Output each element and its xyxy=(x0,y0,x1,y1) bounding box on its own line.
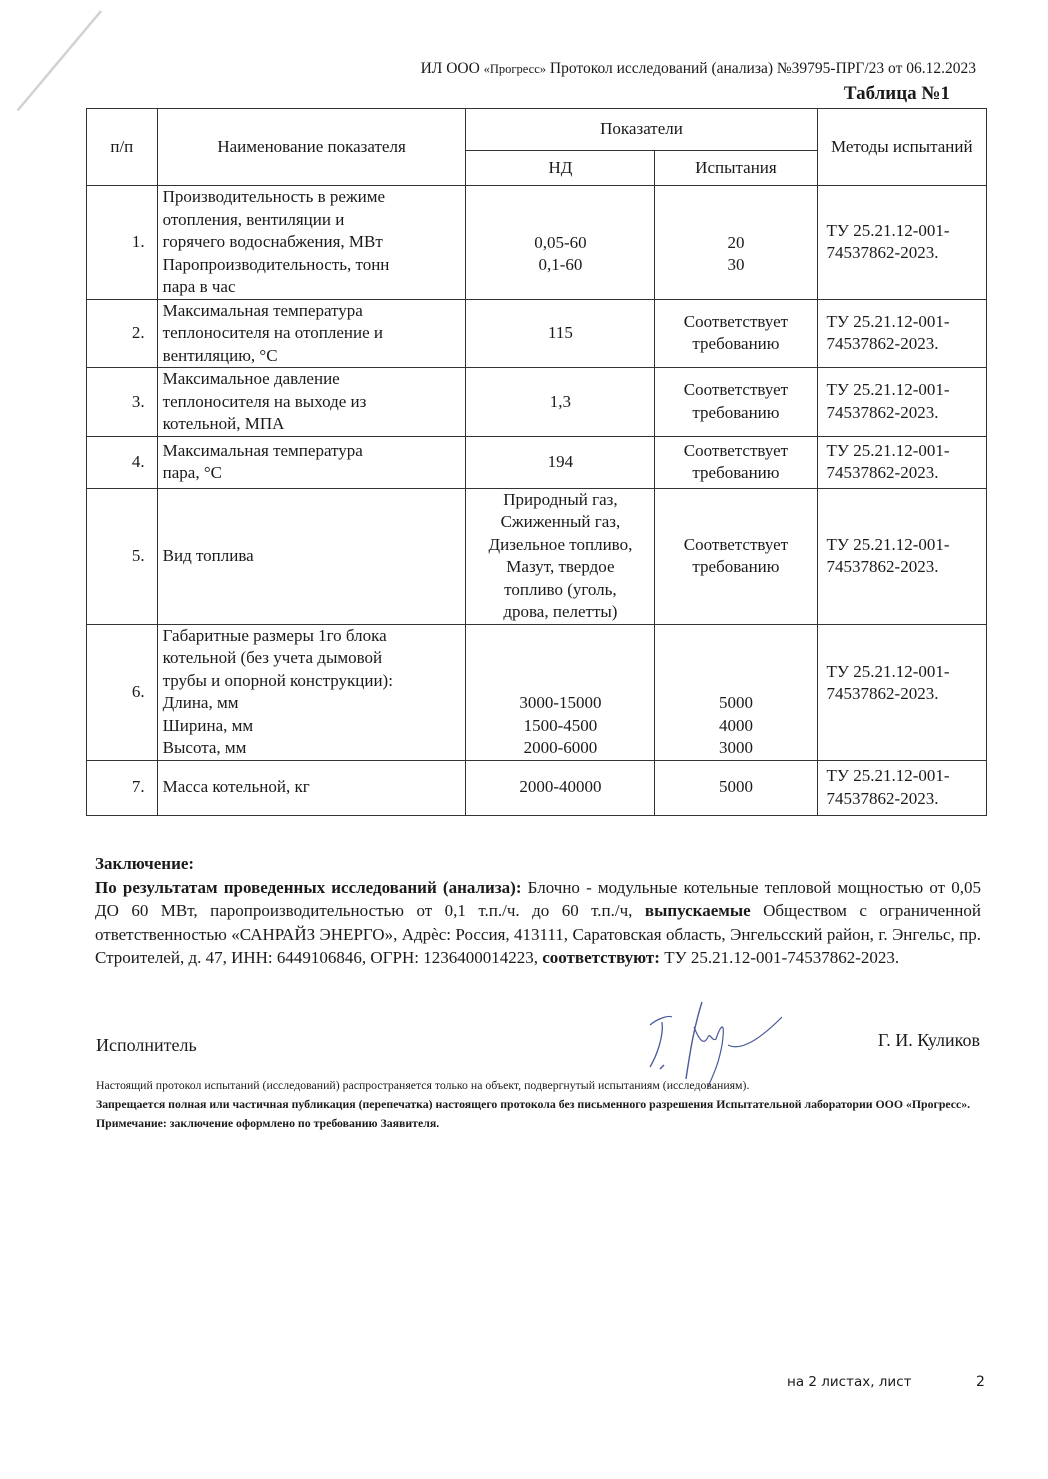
test-value xyxy=(655,436,817,488)
nd-value-line: Сжиженный газ, xyxy=(500,512,621,531)
indicator-name-line: отопления, вентиляции и xyxy=(162,209,345,229)
indicator-name-line: Максимальное давление xyxy=(162,369,340,388)
nd-value xyxy=(466,299,655,368)
header-test: Испытания xyxy=(655,151,817,186)
conclusion-part3: ТУ 25.21.12-001-74537862-2023. xyxy=(659,948,900,967)
test-method-line: 74537862-2023. xyxy=(826,402,939,422)
conclusion-bold2: выпускаемые xyxy=(644,901,751,920)
indicator-name-line: пара в час xyxy=(162,277,236,296)
table-row xyxy=(87,624,987,760)
test-value-line: требованию xyxy=(692,557,780,576)
results-table xyxy=(86,108,987,816)
nd-value-line: топливо (уголь, xyxy=(504,579,617,599)
header-nd: НД xyxy=(466,151,655,186)
protocol-header xyxy=(421,60,976,78)
indicator-name xyxy=(157,436,466,488)
nd-value-line: дрова, пелетты) xyxy=(503,602,618,621)
indicator-name-line: горячего водоснабжения, МВт xyxy=(162,232,383,251)
test-method-line: ТУ 25.21.12-001- xyxy=(826,380,950,400)
test-method xyxy=(817,186,986,300)
indicator-name-line: пара, °С xyxy=(162,463,222,482)
test-value xyxy=(655,624,817,760)
table-row xyxy=(87,299,987,368)
test-method xyxy=(817,299,986,368)
indicator-name xyxy=(157,624,466,760)
test-value xyxy=(655,488,817,624)
test-value-line: требованию xyxy=(692,463,780,482)
indicator-name-line: теплоносителя на отопление и xyxy=(162,323,383,342)
indicator-name-line: Вид топлива xyxy=(162,545,254,565)
nd-value-line: 1,3 xyxy=(549,391,572,411)
indicator-name-line: Габаритные размеры 1го блока xyxy=(162,625,387,645)
notes xyxy=(96,1076,976,1133)
conclusion-text xyxy=(95,876,981,970)
indicator-name-line: Максимальная температура xyxy=(162,440,363,460)
nd-value-line: Дизельное топливо, xyxy=(488,534,633,554)
test-value xyxy=(655,186,817,300)
indicator-name-line: Производительность в режиме xyxy=(162,187,386,206)
nd-value xyxy=(466,186,655,300)
page-number: 2 xyxy=(976,1374,985,1390)
nd-value-line: 115 xyxy=(547,323,573,342)
nd-value-line: 3000-15000 xyxy=(519,693,602,712)
conclusion xyxy=(95,852,981,970)
conclusion-bold3: соответствуют: xyxy=(542,948,660,967)
test-method-line: ТУ 25.21.12-001- xyxy=(826,220,950,240)
signature-icon xyxy=(642,997,782,1087)
test-value xyxy=(655,368,817,437)
row-number: 6. xyxy=(87,624,158,760)
indicator-name-line: котельной, МПА xyxy=(162,414,285,433)
test-method-line: ТУ 25.21.12-001- xyxy=(826,534,950,554)
nd-value-line: 2000-40000 xyxy=(519,777,602,797)
indicator-name-line: Максимальная температура xyxy=(162,300,363,320)
test-value-line: 5000 xyxy=(718,777,753,797)
test-method xyxy=(817,368,986,437)
table-row xyxy=(87,760,987,815)
test-method xyxy=(817,436,986,488)
test-value-line: 4000 xyxy=(718,715,753,735)
conclusion-title: Заключение: xyxy=(95,854,195,873)
indicator-name-line: котельной (без учета дымовой xyxy=(162,648,383,667)
executor-name: Г. И. Куликов xyxy=(877,1030,980,1050)
test-method-line: ТУ 25.21.12-001- xyxy=(826,440,950,460)
test-value-line: 20 xyxy=(727,232,745,252)
sheets-info: на 2 листах, лист xyxy=(787,1374,912,1390)
test-value-line: 3000 xyxy=(718,738,753,757)
test-value xyxy=(655,299,817,368)
nd-value-line: 2000-6000 xyxy=(523,738,598,757)
row-number: 7. xyxy=(87,760,158,815)
test-method-line: 74537862-2023. xyxy=(826,557,939,576)
test-value-line: 5000 xyxy=(718,693,753,712)
nd-value-line: 1500-4500 xyxy=(523,715,598,735)
table-body xyxy=(87,186,987,816)
table-row xyxy=(87,186,987,300)
indicator-name-line: теплоносителя на выходе из xyxy=(162,391,367,411)
note-remark: Примечание: заключение оформлено по требованию Заявителя. xyxy=(96,1116,440,1130)
lab-prefix: ИЛ ООО xyxy=(420,60,480,77)
note-scope: Настоящий протокол испытаний (исследований) распространяется только на объект, подвергнутый испытаниям (исследованиям). xyxy=(96,1078,750,1092)
test-value-line: требованию xyxy=(692,334,780,354)
indicator-name xyxy=(157,368,466,437)
protocol-text: Протокол исследований (анализа) №39795-ПРГ/23 от 06.12.2023 xyxy=(549,60,976,77)
indicator-name-line: вентиляцию, °С xyxy=(162,345,278,365)
indicator-name-line: трубы и опорной конструкции): xyxy=(162,670,393,690)
conclusion-part1: Блочно - модульные котельные тепловой мощностью от 0,05 ДО 60 МВт, паропроизводительностью от 0,1 т.п./ч. до 60 т.п./ч, xyxy=(95,877,982,920)
conclusion-part2: Обществом с ограниченной ответственностью «САНРАЙЗ ЭНЕРГО», Адрѐс: Россия, 413111, Саратовская область, Энгельсский район, г. Энгельс, пр. Строителей, д. 47, ИНН: 6449106846, ОГРН: 1236400014223, xyxy=(95,901,981,967)
test-value-line: Соответствует xyxy=(683,311,789,331)
indicator-name-line: Паропроизводительность, тонн xyxy=(162,254,390,274)
test-value-line: требованию xyxy=(692,402,780,422)
table-row xyxy=(87,368,987,437)
nd-value xyxy=(466,760,655,815)
header-num: п/п xyxy=(87,109,158,186)
header-methods: Методы испытаний xyxy=(817,109,986,186)
indicator-name-line: Масса котельной, кг xyxy=(162,777,310,797)
scan-artifact xyxy=(16,10,102,112)
nd-value-line: 194 xyxy=(547,451,574,471)
indicator-name xyxy=(157,299,466,368)
test-method-line: 74537862-2023. xyxy=(826,243,939,263)
test-method-line: 74537862-2023. xyxy=(826,334,939,354)
test-method-line: 74537862-2023. xyxy=(826,788,939,808)
conclusion-lead: По результатам проведенных исследований (анализа): xyxy=(95,877,522,897)
test-value-line: Соответствует xyxy=(683,440,789,460)
nd-value xyxy=(466,436,655,488)
test-method xyxy=(817,488,986,624)
nd-value-line: Мазут, твердое xyxy=(506,557,615,576)
nd-value-line: Природный газ, xyxy=(503,489,618,509)
indicator-name-line: Длина, мм xyxy=(162,693,239,712)
nd-value-line: 0,1-60 xyxy=(538,255,583,274)
row-number: 1. xyxy=(87,186,158,300)
nd-value xyxy=(466,624,655,760)
test-value-line: 30 xyxy=(727,255,745,274)
indicator-name-line: Высота, мм xyxy=(162,738,247,757)
test-method-line: 74537862-2023. xyxy=(826,684,939,703)
row-number: 2. xyxy=(87,299,158,368)
note-prohibition: Запрещается полная или частичная публикация (перепечатка) настоящего протокола без письменного разрешения Испытательной лаборатории ООО «Прогресс». xyxy=(96,1097,971,1111)
executor-label: Исполнитель xyxy=(96,1035,197,1055)
header-indicators: Показатели xyxy=(466,109,817,151)
indicator-name xyxy=(157,760,466,815)
table-row xyxy=(87,488,987,624)
test-method-line: 74537862-2023. xyxy=(826,463,939,482)
header-name: Наименование показателя xyxy=(157,109,466,186)
table-title: Таблица №1 xyxy=(843,83,950,104)
test-method-line: ТУ 25.21.12-001- xyxy=(826,661,950,681)
row-number: 5. xyxy=(87,488,158,624)
indicator-name xyxy=(157,186,466,300)
test-method xyxy=(817,760,986,815)
nd-value xyxy=(466,368,655,437)
row-number: 4. xyxy=(87,436,158,488)
test-method-line: ТУ 25.21.12-001- xyxy=(826,766,950,785)
indicator-name xyxy=(157,488,466,624)
nd-value-line: 0,05-60 xyxy=(534,232,587,252)
lab-name: «Прогресс» xyxy=(483,62,547,76)
nd-value xyxy=(466,488,655,624)
test-method-line: ТУ 25.21.12-001- xyxy=(826,311,950,331)
test-value-line: Соответствует xyxy=(683,380,789,400)
test-value xyxy=(655,760,817,815)
row-number: 3. xyxy=(87,368,158,437)
test-value-line: Соответствует xyxy=(683,534,789,554)
indicator-name-line: Ширина, мм xyxy=(162,715,254,735)
table-row xyxy=(87,436,987,488)
test-method xyxy=(817,624,986,760)
